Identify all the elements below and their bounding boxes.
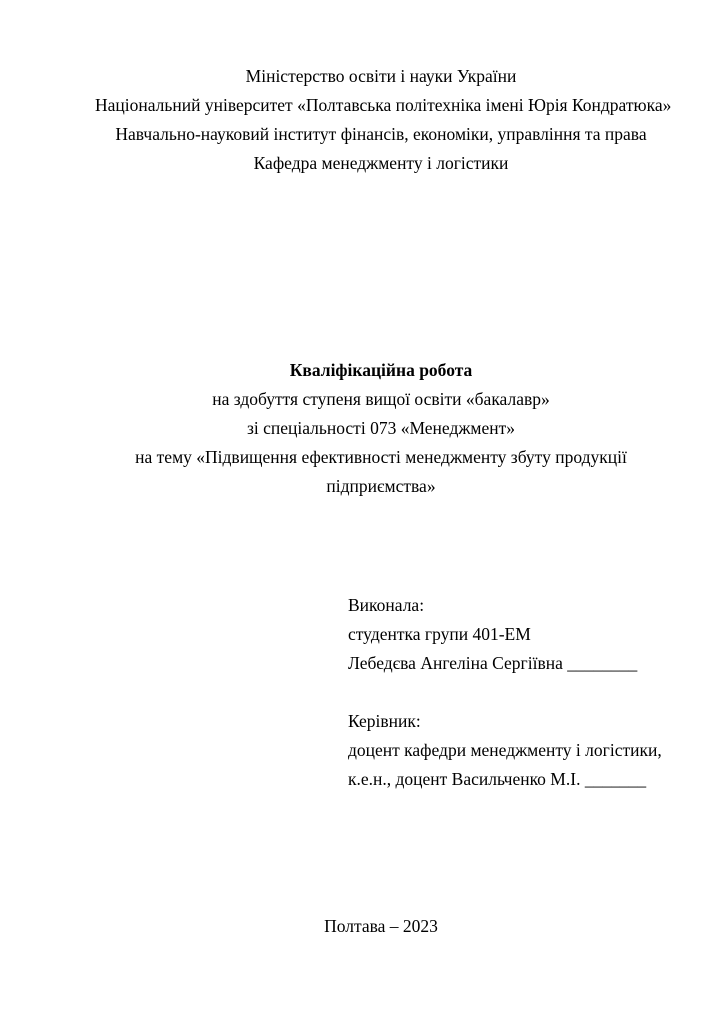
department-line: Кафедра менеджменту і логістики xyxy=(253,153,509,173)
supervisor-position: доцент кафедри менеджменту і логістики, xyxy=(348,740,662,760)
author-block xyxy=(348,591,637,678)
work-type-heading: Кваліфікаційна робота xyxy=(289,360,473,380)
degree-line: на здобуття ступеня вищої освіти «бакалавр» xyxy=(212,389,550,409)
university-line: Національний університет «Полтавська політехніка імені Юрія Кондратюка» xyxy=(95,95,672,115)
institution-header xyxy=(95,62,672,178)
supervisor-name: к.е.н., доцент Васильченко М.І. _______ xyxy=(348,769,647,789)
footer xyxy=(95,912,667,941)
author-label: Виконала: xyxy=(348,595,425,615)
supervisor-block xyxy=(348,707,662,794)
place-year: Полтава – 2023 xyxy=(324,916,438,936)
topic-line-cont: підприємства» xyxy=(326,476,436,496)
topic-line: на тему «Підвищення ефективності менеджменту збуту продукції xyxy=(135,447,627,467)
specialty-line: зі спеціальності 073 «Менеджмент» xyxy=(246,418,516,438)
institute-line: Навчально-науковий інститут фінансів, економіки, управління та права xyxy=(115,124,647,144)
supervisor-label: Керівник: xyxy=(348,711,421,731)
author-group: студентка групи 401-ЕМ xyxy=(348,624,531,644)
author-name: Лебедєва Ангеліна Сергіївна ________ xyxy=(348,653,638,673)
title-block xyxy=(95,356,667,501)
ministry-line: Міністерство освіти і науки України xyxy=(245,66,517,86)
